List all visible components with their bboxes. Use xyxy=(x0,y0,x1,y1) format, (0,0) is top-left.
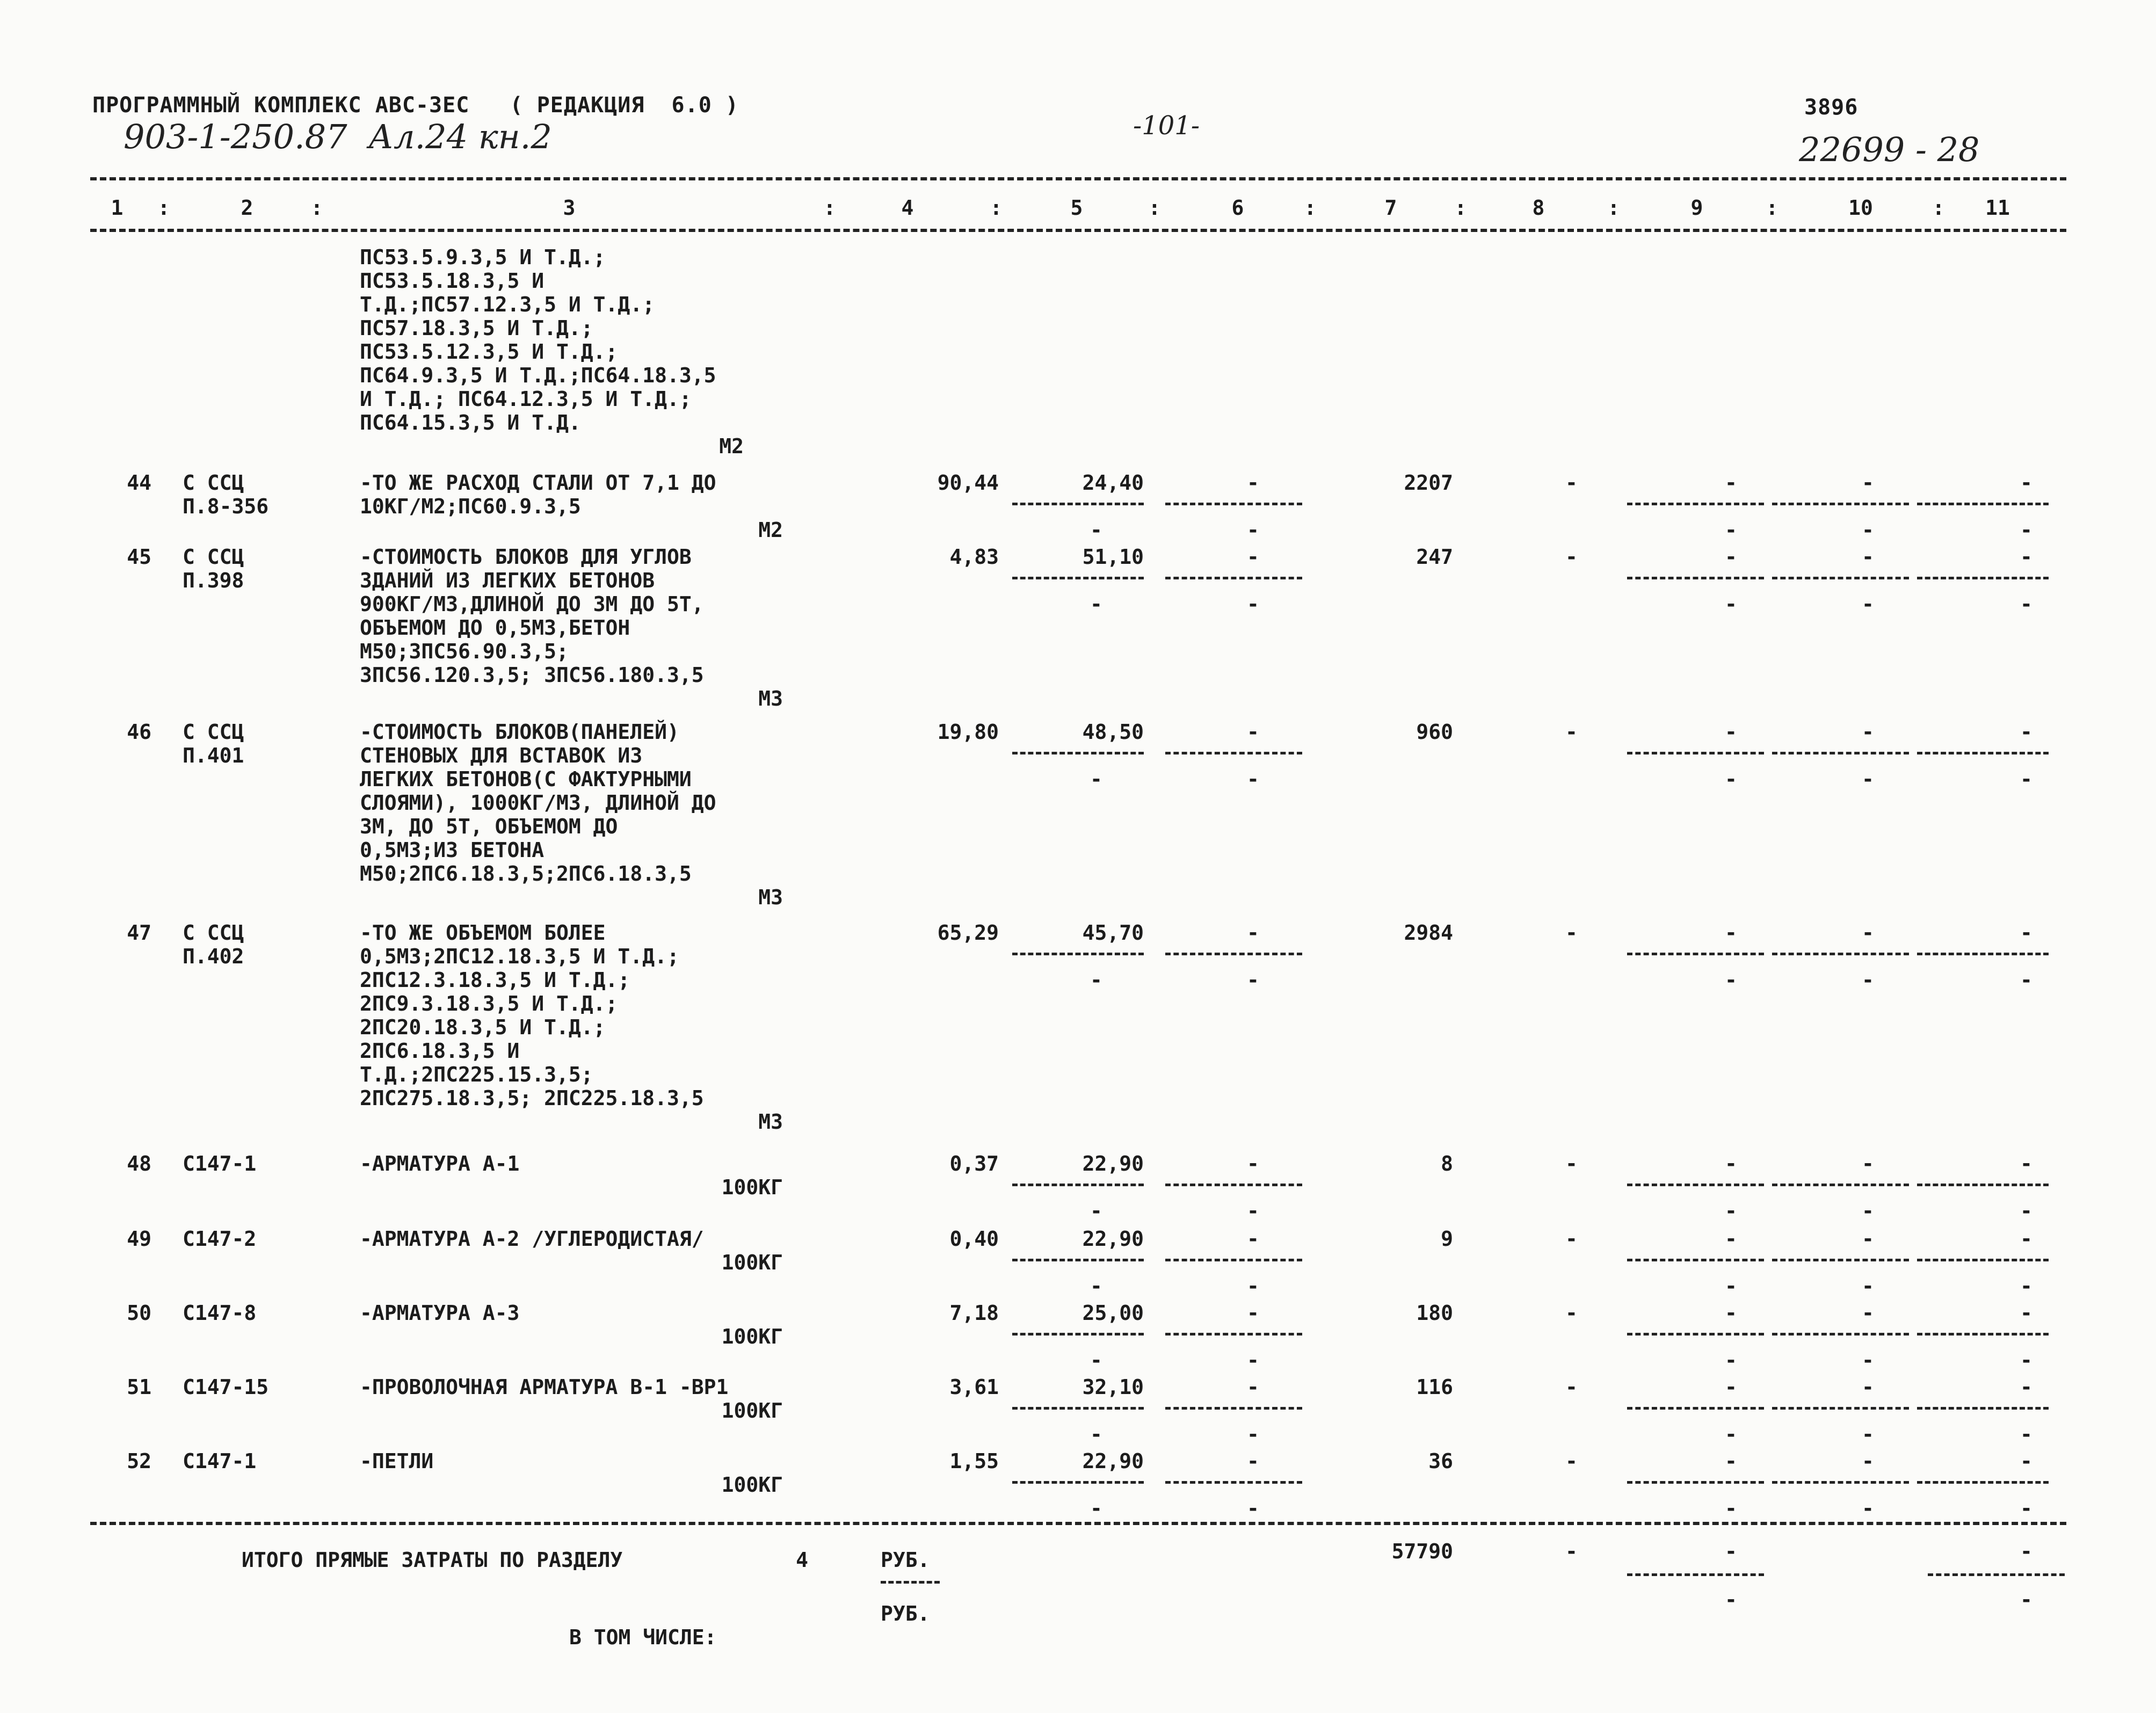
column-header-2: 2 xyxy=(241,196,253,220)
cell-col6: - xyxy=(1247,921,1259,945)
row-description-line: 0,5М3;ИЗ БЕТОНА xyxy=(360,838,545,862)
row-description-line: -АРМАТУРА А-3 xyxy=(360,1301,520,1325)
cell-divider xyxy=(1772,752,1909,754)
cell-unit-price-sub: - xyxy=(1090,1497,1102,1520)
cell-col6-sub: - xyxy=(1247,518,1259,542)
column-header-8: 5 xyxy=(1070,196,1083,220)
cell-divider xyxy=(1165,1259,1302,1261)
cell-total-cost: 2207 xyxy=(1404,471,1453,495)
cell-col6-sub: - xyxy=(1247,767,1259,791)
cell-divider xyxy=(1012,1407,1144,1410)
row-description-line: Т.Д.;2ПС225.15.3,5; xyxy=(360,1063,593,1086)
column-header-7: : xyxy=(990,196,1003,220)
cell-col6: - xyxy=(1247,471,1259,495)
cell-col6: - xyxy=(1247,1152,1259,1175)
cell-col11: - xyxy=(2020,1152,2032,1175)
cell-col6-sub: - xyxy=(1247,592,1259,616)
cell-col8: - xyxy=(1565,921,1578,945)
total-cost: 57790 xyxy=(1391,1540,1453,1563)
cell-col10-sub: - xyxy=(1862,1497,1874,1520)
total-divider xyxy=(1627,1573,1764,1576)
cell-col6: - xyxy=(1247,1375,1259,1399)
cell-col10-sub: - xyxy=(1862,968,1874,992)
cell-quantity: 7,18 xyxy=(949,1301,999,1325)
cell-divider xyxy=(1165,953,1302,955)
column-header-17: : xyxy=(1766,196,1778,220)
cell-divider xyxy=(1772,953,1909,955)
cell-divider xyxy=(1627,1481,1764,1484)
cell-divider xyxy=(1917,1333,2049,1335)
row-code: С ССЦ xyxy=(183,720,244,744)
continuation-line: ПС64.15.3,5 И Т.Д. xyxy=(360,411,581,434)
handwritten-project-number: 903-1-250.87 Ал.24 кн.2 xyxy=(124,117,552,156)
row-number: 49 xyxy=(127,1227,151,1251)
row-description-line: М50;3ПС56.90.3,5; xyxy=(360,640,569,663)
row-description-line: СЛОЯМИ), 1000КГ/М3, ДЛИНОЙ ДО xyxy=(360,791,716,815)
program-header: ПРОГРАММНЫЙ КОМПЛЕКС АВС-ЗЕС ( РЕДАКЦИЯ 6.0 ) xyxy=(92,93,739,118)
column-header-14: 8 xyxy=(1532,196,1545,220)
cell-col11-sub: - xyxy=(2020,518,2032,542)
continuation-line: ПС53.5.18.3,5 И xyxy=(360,269,545,293)
row-code-reference: П.8-356 xyxy=(183,495,269,518)
cell-col8: - xyxy=(1565,1152,1578,1175)
cell-divider xyxy=(1012,953,1144,955)
cell-divider xyxy=(1165,1407,1302,1410)
cell-col6: - xyxy=(1247,1449,1259,1473)
cell-col9-sub: - xyxy=(1725,1497,1737,1520)
total-col11: - xyxy=(2020,1540,2032,1563)
cell-col11: - xyxy=(2020,921,2032,945)
row-unit: 100КГ xyxy=(721,1399,783,1422)
cell-col9: - xyxy=(1725,921,1737,945)
cell-total-cost: 9 xyxy=(1441,1227,1453,1251)
cell-divider xyxy=(1012,1333,1144,1335)
cell-unit-price: 22,90 xyxy=(1082,1227,1144,1251)
cell-divider xyxy=(1627,1333,1764,1335)
cell-col11: - xyxy=(2020,1301,2032,1325)
cell-quantity: 3,61 xyxy=(949,1375,999,1399)
cell-divider xyxy=(1627,953,1764,955)
column-header-3: : xyxy=(310,196,323,220)
row-number: 45 xyxy=(127,545,151,569)
cell-col9-sub: - xyxy=(1725,1274,1737,1298)
row-description-line: 2ПС9.3.18.3,5 И Т.Д.; xyxy=(360,992,618,1015)
row-number: 47 xyxy=(127,921,151,945)
row-code-reference: П.402 xyxy=(183,945,244,968)
cell-col6-sub: - xyxy=(1247,1497,1259,1520)
total-currency-second: РУБ. xyxy=(881,1602,930,1625)
cell-col11: - xyxy=(2020,545,2032,569)
cell-divider xyxy=(1917,953,2049,955)
row-code: С147-2 xyxy=(183,1227,257,1251)
cell-col10: - xyxy=(1862,1375,1874,1399)
cell-col10: - xyxy=(1862,471,1874,495)
column-header-12: 7 xyxy=(1384,196,1397,220)
cell-divider xyxy=(1917,752,2049,754)
cell-unit-price: 32,10 xyxy=(1082,1375,1144,1399)
cell-col6: - xyxy=(1247,1301,1259,1325)
cell-unit-price: 48,50 xyxy=(1082,720,1144,744)
cell-divider xyxy=(1627,577,1764,579)
cell-divider xyxy=(1012,503,1144,505)
row-description-line: ОБЪЕМОМ ДО 0,5М3,БЕТОН xyxy=(360,616,630,640)
cell-col6-sub: - xyxy=(1247,1274,1259,1298)
cell-unit-price: 45,70 xyxy=(1082,921,1144,945)
cell-quantity: 4,83 xyxy=(949,545,999,569)
cell-col9-sub: - xyxy=(1725,1422,1737,1446)
cell-col11-sub: - xyxy=(2020,1199,2032,1223)
cell-col9-sub: - xyxy=(1725,1199,1737,1223)
cell-unit-price: 24,40 xyxy=(1082,471,1144,495)
cell-col6-sub: - xyxy=(1247,1348,1259,1372)
cell-col6-sub: - xyxy=(1247,1422,1259,1446)
row-number: 48 xyxy=(127,1152,151,1175)
cell-unit-price-sub: - xyxy=(1090,518,1102,542)
cell-col9: - xyxy=(1725,1301,1737,1325)
cell-divider xyxy=(1772,1333,1909,1335)
row-number: 50 xyxy=(127,1301,151,1325)
total-currency-divider xyxy=(881,1581,940,1584)
cell-col10-sub: - xyxy=(1862,592,1874,616)
row-description-line: 2ПС6.18.3,5 И xyxy=(360,1039,520,1063)
cell-col9-sub: - xyxy=(1725,1348,1737,1372)
cell-col11-sub: - xyxy=(2020,1497,2032,1520)
cell-col8: - xyxy=(1565,1227,1578,1251)
cell-unit-price-sub: - xyxy=(1090,767,1102,791)
cell-col6-sub: - xyxy=(1247,1199,1259,1223)
continuation-line: ПС53.5.9.3,5 И Т.Д.; xyxy=(360,245,606,269)
cell-divider xyxy=(1772,577,1909,579)
row-description-line: 2ПС12.3.18.3,5 И Т.Д.; xyxy=(360,968,630,992)
cell-quantity: 1,55 xyxy=(949,1449,999,1473)
cell-col10: - xyxy=(1862,1227,1874,1251)
cell-divider xyxy=(1012,577,1144,579)
cell-col10: - xyxy=(1862,1301,1874,1325)
page-number: -101- xyxy=(1133,111,1200,141)
cell-divider xyxy=(1772,1407,1909,1410)
total-section-number: 4 xyxy=(796,1548,808,1572)
cell-col10-sub: - xyxy=(1862,1348,1874,1372)
cell-divider xyxy=(1165,1184,1302,1186)
column-header-10: 6 xyxy=(1231,196,1244,220)
cell-col11-sub: - xyxy=(2020,1422,2032,1446)
cell-col9: - xyxy=(1725,1375,1737,1399)
cell-col9: - xyxy=(1725,545,1737,569)
cell-col6-sub: - xyxy=(1247,968,1259,992)
continuation-line: ПС53.5.12.3,5 И Т.Д.; xyxy=(360,340,618,364)
cell-unit-price-sub: - xyxy=(1090,1274,1102,1298)
cell-divider xyxy=(1772,1481,1909,1484)
row-description-line: 2ПС20.18.3,5 И Т.Д.; xyxy=(360,1015,606,1039)
column-header-15: : xyxy=(1607,196,1620,220)
row-unit: М3 xyxy=(758,885,783,909)
cell-quantity: 0,40 xyxy=(949,1227,999,1251)
cell-unit-price-sub: - xyxy=(1090,1422,1102,1446)
cell-col11: - xyxy=(2020,1375,2032,1399)
column-header-13: : xyxy=(1454,196,1467,220)
row-description-line: М50;2ПС6.18.3,5;2ПС6.18.3,5 xyxy=(360,862,692,885)
handwritten-sheet-number: 22699 - 28 xyxy=(1799,130,1980,169)
row-description-line: -ТО ЖЕ ОБЪЕМОМ БОЛЕЕ xyxy=(360,921,606,945)
row-unit: 100КГ xyxy=(721,1473,783,1497)
row-description-line: -ПЕТЛИ xyxy=(360,1449,434,1473)
cell-col9: - xyxy=(1725,1449,1737,1473)
row-description-line: 3М, ДО 5Т, ОБЪЕМОМ ДО xyxy=(360,815,618,838)
cell-total-cost: 247 xyxy=(1416,545,1453,569)
total-col9-sub: - xyxy=(1725,1588,1737,1612)
cell-col9: - xyxy=(1725,1152,1737,1175)
cell-col6: - xyxy=(1247,1227,1259,1251)
cell-col11: - xyxy=(2020,1449,2032,1473)
row-code: С ССЦ xyxy=(183,545,244,569)
cell-col10: - xyxy=(1862,1152,1874,1175)
cell-unit-price: 51,10 xyxy=(1082,545,1144,569)
cell-divider xyxy=(1772,1259,1909,1261)
cell-unit-price-sub: - xyxy=(1090,592,1102,616)
column-header-0: 1 xyxy=(111,196,124,220)
continuation-line: ПС57.18.3,5 И Т.Д.; xyxy=(360,316,593,340)
total-currency: РУБ. xyxy=(881,1548,930,1572)
row-unit: М2 xyxy=(758,518,783,542)
column-header-16: 9 xyxy=(1690,196,1703,220)
cell-unit-price: 25,00 xyxy=(1082,1301,1144,1325)
row-unit: М3 xyxy=(758,687,783,710)
cell-col10: - xyxy=(1862,545,1874,569)
cell-unit-price-sub: - xyxy=(1090,968,1102,992)
cell-divider xyxy=(1772,1184,1909,1186)
column-header-6: 4 xyxy=(901,196,914,220)
cell-total-cost: 960 xyxy=(1416,720,1453,744)
row-description-line: 0,5М3;2ПС12.18.3,5 И Т.Д.; xyxy=(360,945,679,968)
cell-col6: - xyxy=(1247,545,1259,569)
continuation-line: Т.Д.;ПС57.12.3,5 И Т.Д.; xyxy=(360,293,655,316)
row-description-line: -СТОИМОСТЬ БЛОКОВ(ПАНЕЛЕЙ) xyxy=(360,720,679,744)
row-description-line: ЛЕГКИХ БЕТОНОВ(С ФАКТУРНЫМИ xyxy=(360,767,692,791)
row-code: С ССЦ xyxy=(183,471,244,495)
column-header-4: 3 xyxy=(563,196,576,220)
total-divider xyxy=(1928,1573,2065,1576)
row-code: С147-1 xyxy=(183,1152,257,1175)
row-description-line: -ПРОВОЛОЧНАЯ АРМАТУРА В-1 -ВР1 xyxy=(360,1375,729,1399)
column-header-18: 10 xyxy=(1848,196,1873,220)
row-number: 44 xyxy=(127,471,151,495)
column-header-20: 11 xyxy=(1985,196,2010,220)
header-rule xyxy=(90,229,2066,232)
cell-total-cost: 2984 xyxy=(1404,921,1453,945)
cell-col9-sub: - xyxy=(1725,592,1737,616)
row-unit: 100КГ xyxy=(721,1251,783,1274)
row-description-line: 2ПС275.18.3,5; 2ПС225.18.3,5 xyxy=(360,1086,704,1110)
cell-quantity: 0,37 xyxy=(949,1152,999,1175)
cell-col11-sub: - xyxy=(2020,592,2032,616)
cell-divider xyxy=(1012,1481,1144,1484)
row-number: 51 xyxy=(127,1375,151,1399)
row-description-line: ЗДАНИЙ ИЗ ЛЕГКИХ БЕТОНОВ xyxy=(360,569,655,592)
total-col8: - xyxy=(1565,1540,1578,1563)
row-description-line: 10КГ/М2;ПС60.9.3,5 xyxy=(360,495,581,518)
cell-quantity: 19,80 xyxy=(937,720,999,744)
cell-col10: - xyxy=(1862,1449,1874,1473)
row-description-line: -ТО ЖЕ РАСХОД СТАЛИ ОТ 7,1 ДО xyxy=(360,471,716,495)
cell-col11-sub: - xyxy=(2020,968,2032,992)
row-description-line: -АРМАТУРА А-1 xyxy=(360,1152,520,1175)
column-header-5: : xyxy=(823,196,836,220)
row-unit: М3 xyxy=(758,1110,783,1134)
cell-unit-price: 22,90 xyxy=(1082,1449,1144,1473)
cell-quantity: 90,44 xyxy=(937,471,999,495)
row-code: С147-8 xyxy=(183,1301,257,1325)
cell-divider xyxy=(1165,1333,1302,1335)
column-header-1: : xyxy=(157,196,170,220)
cell-col9-sub: - xyxy=(1725,968,1737,992)
cell-total-cost: 8 xyxy=(1441,1152,1453,1175)
cell-col10-sub: - xyxy=(1862,1274,1874,1298)
cell-unit-price-sub: - xyxy=(1090,1199,1102,1223)
cell-divider xyxy=(1012,1259,1144,1261)
cell-total-cost: 180 xyxy=(1416,1301,1453,1325)
cell-divider xyxy=(1917,577,2049,579)
cell-col9: - xyxy=(1725,1227,1737,1251)
cell-col11: - xyxy=(2020,1227,2032,1251)
cell-divider xyxy=(1627,1407,1764,1410)
row-description-line: -СТОИМОСТЬ БЛОКОВ ДЛЯ УГЛОВ xyxy=(360,545,692,569)
total-col9: - xyxy=(1725,1540,1737,1563)
cell-col9-sub: - xyxy=(1725,767,1737,791)
total-col11-sub: - xyxy=(2020,1588,2032,1612)
cell-unit-price: 22,90 xyxy=(1082,1152,1144,1175)
cell-divider xyxy=(1165,1481,1302,1484)
cell-divider xyxy=(1627,1259,1764,1261)
cell-col11-sub: - xyxy=(2020,767,2032,791)
cell-col10-sub: - xyxy=(1862,518,1874,542)
cell-col8: - xyxy=(1565,545,1578,569)
cell-divider xyxy=(1165,503,1302,505)
row-description-line: СТЕНОВЫХ ДЛЯ ВСТАВОК ИЗ xyxy=(360,744,643,767)
top-rule xyxy=(90,177,2066,180)
cell-col8: - xyxy=(1565,720,1578,744)
cell-divider xyxy=(1917,1481,2049,1484)
cell-divider xyxy=(1627,503,1764,505)
cell-divider xyxy=(1917,1259,2049,1261)
cell-col9-sub: - xyxy=(1725,518,1737,542)
row-code-reference: П.398 xyxy=(183,569,244,592)
document-code: 3896 xyxy=(1804,95,1859,120)
cell-divider xyxy=(1165,577,1302,579)
cell-col8: - xyxy=(1565,1301,1578,1325)
cell-divider xyxy=(1917,1407,2049,1410)
cell-divider xyxy=(1917,1184,2049,1186)
row-number: 46 xyxy=(127,720,151,744)
continuation-line: ПС64.9.3,5 И Т.Д.;ПС64.18.3,5 xyxy=(360,364,716,387)
row-unit: 100КГ xyxy=(721,1325,783,1348)
cell-divider xyxy=(1917,503,2049,505)
cell-col6: - xyxy=(1247,720,1259,744)
cell-col9: - xyxy=(1725,720,1737,744)
cell-col8: - xyxy=(1565,1449,1578,1473)
row-code-reference: П.401 xyxy=(183,744,244,767)
cell-col10: - xyxy=(1862,720,1874,744)
total-rule xyxy=(90,1522,2066,1525)
column-header-19: : xyxy=(1932,196,1945,220)
cell-col11-sub: - xyxy=(2020,1348,2032,1372)
row-number: 52 xyxy=(127,1449,151,1473)
column-header-11: : xyxy=(1304,196,1317,220)
cell-col10-sub: - xyxy=(1862,767,1874,791)
cell-divider xyxy=(1627,1184,1764,1186)
cell-col10-sub: - xyxy=(1862,1199,1874,1223)
cell-total-cost: 36 xyxy=(1428,1449,1453,1473)
including-label: В ТОМ ЧИСЛЕ: xyxy=(569,1625,717,1649)
cell-unit-price-sub: - xyxy=(1090,1348,1102,1372)
row-code: С ССЦ xyxy=(183,921,244,945)
cell-divider xyxy=(1772,503,1909,505)
row-unit: 100КГ xyxy=(721,1175,783,1199)
cell-col11: - xyxy=(2020,720,2032,744)
row-code: С147-15 xyxy=(183,1375,269,1399)
total-label: ИТОГО ПРЯМЫЕ ЗАТРАТЫ ПО РАЗДЕЛУ xyxy=(242,1548,623,1572)
row-code: С147-1 xyxy=(183,1449,257,1473)
cell-quantity: 65,29 xyxy=(937,921,999,945)
cell-col9: - xyxy=(1725,471,1737,495)
cell-col11-sub: - xyxy=(2020,1274,2032,1298)
cell-total-cost: 116 xyxy=(1416,1375,1453,1399)
cell-divider xyxy=(1012,752,1144,754)
row-description-line: 900КГ/М3,ДЛИНОЙ ДО 3М ДО 5Т, xyxy=(360,592,704,616)
row-description-line: 3ПС56.120.3,5; 3ПС56.180.3,5 xyxy=(360,663,704,687)
cell-col11: - xyxy=(2020,471,2032,495)
cell-divider xyxy=(1627,752,1764,754)
column-header-9: : xyxy=(1148,196,1161,220)
cell-divider xyxy=(1165,752,1302,754)
continuation-unit: М2 xyxy=(719,434,744,458)
cell-col10: - xyxy=(1862,921,1874,945)
cell-col8: - xyxy=(1565,471,1578,495)
cell-col10-sub: - xyxy=(1862,1422,1874,1446)
cell-col8: - xyxy=(1565,1375,1578,1399)
cell-divider xyxy=(1012,1184,1144,1186)
continuation-line: И Т.Д.; ПС64.12.3,5 И Т.Д.; xyxy=(360,387,692,411)
row-description-line: -АРМАТУРА А-2 /УГЛЕРОДИСТАЯ/ xyxy=(360,1227,704,1251)
